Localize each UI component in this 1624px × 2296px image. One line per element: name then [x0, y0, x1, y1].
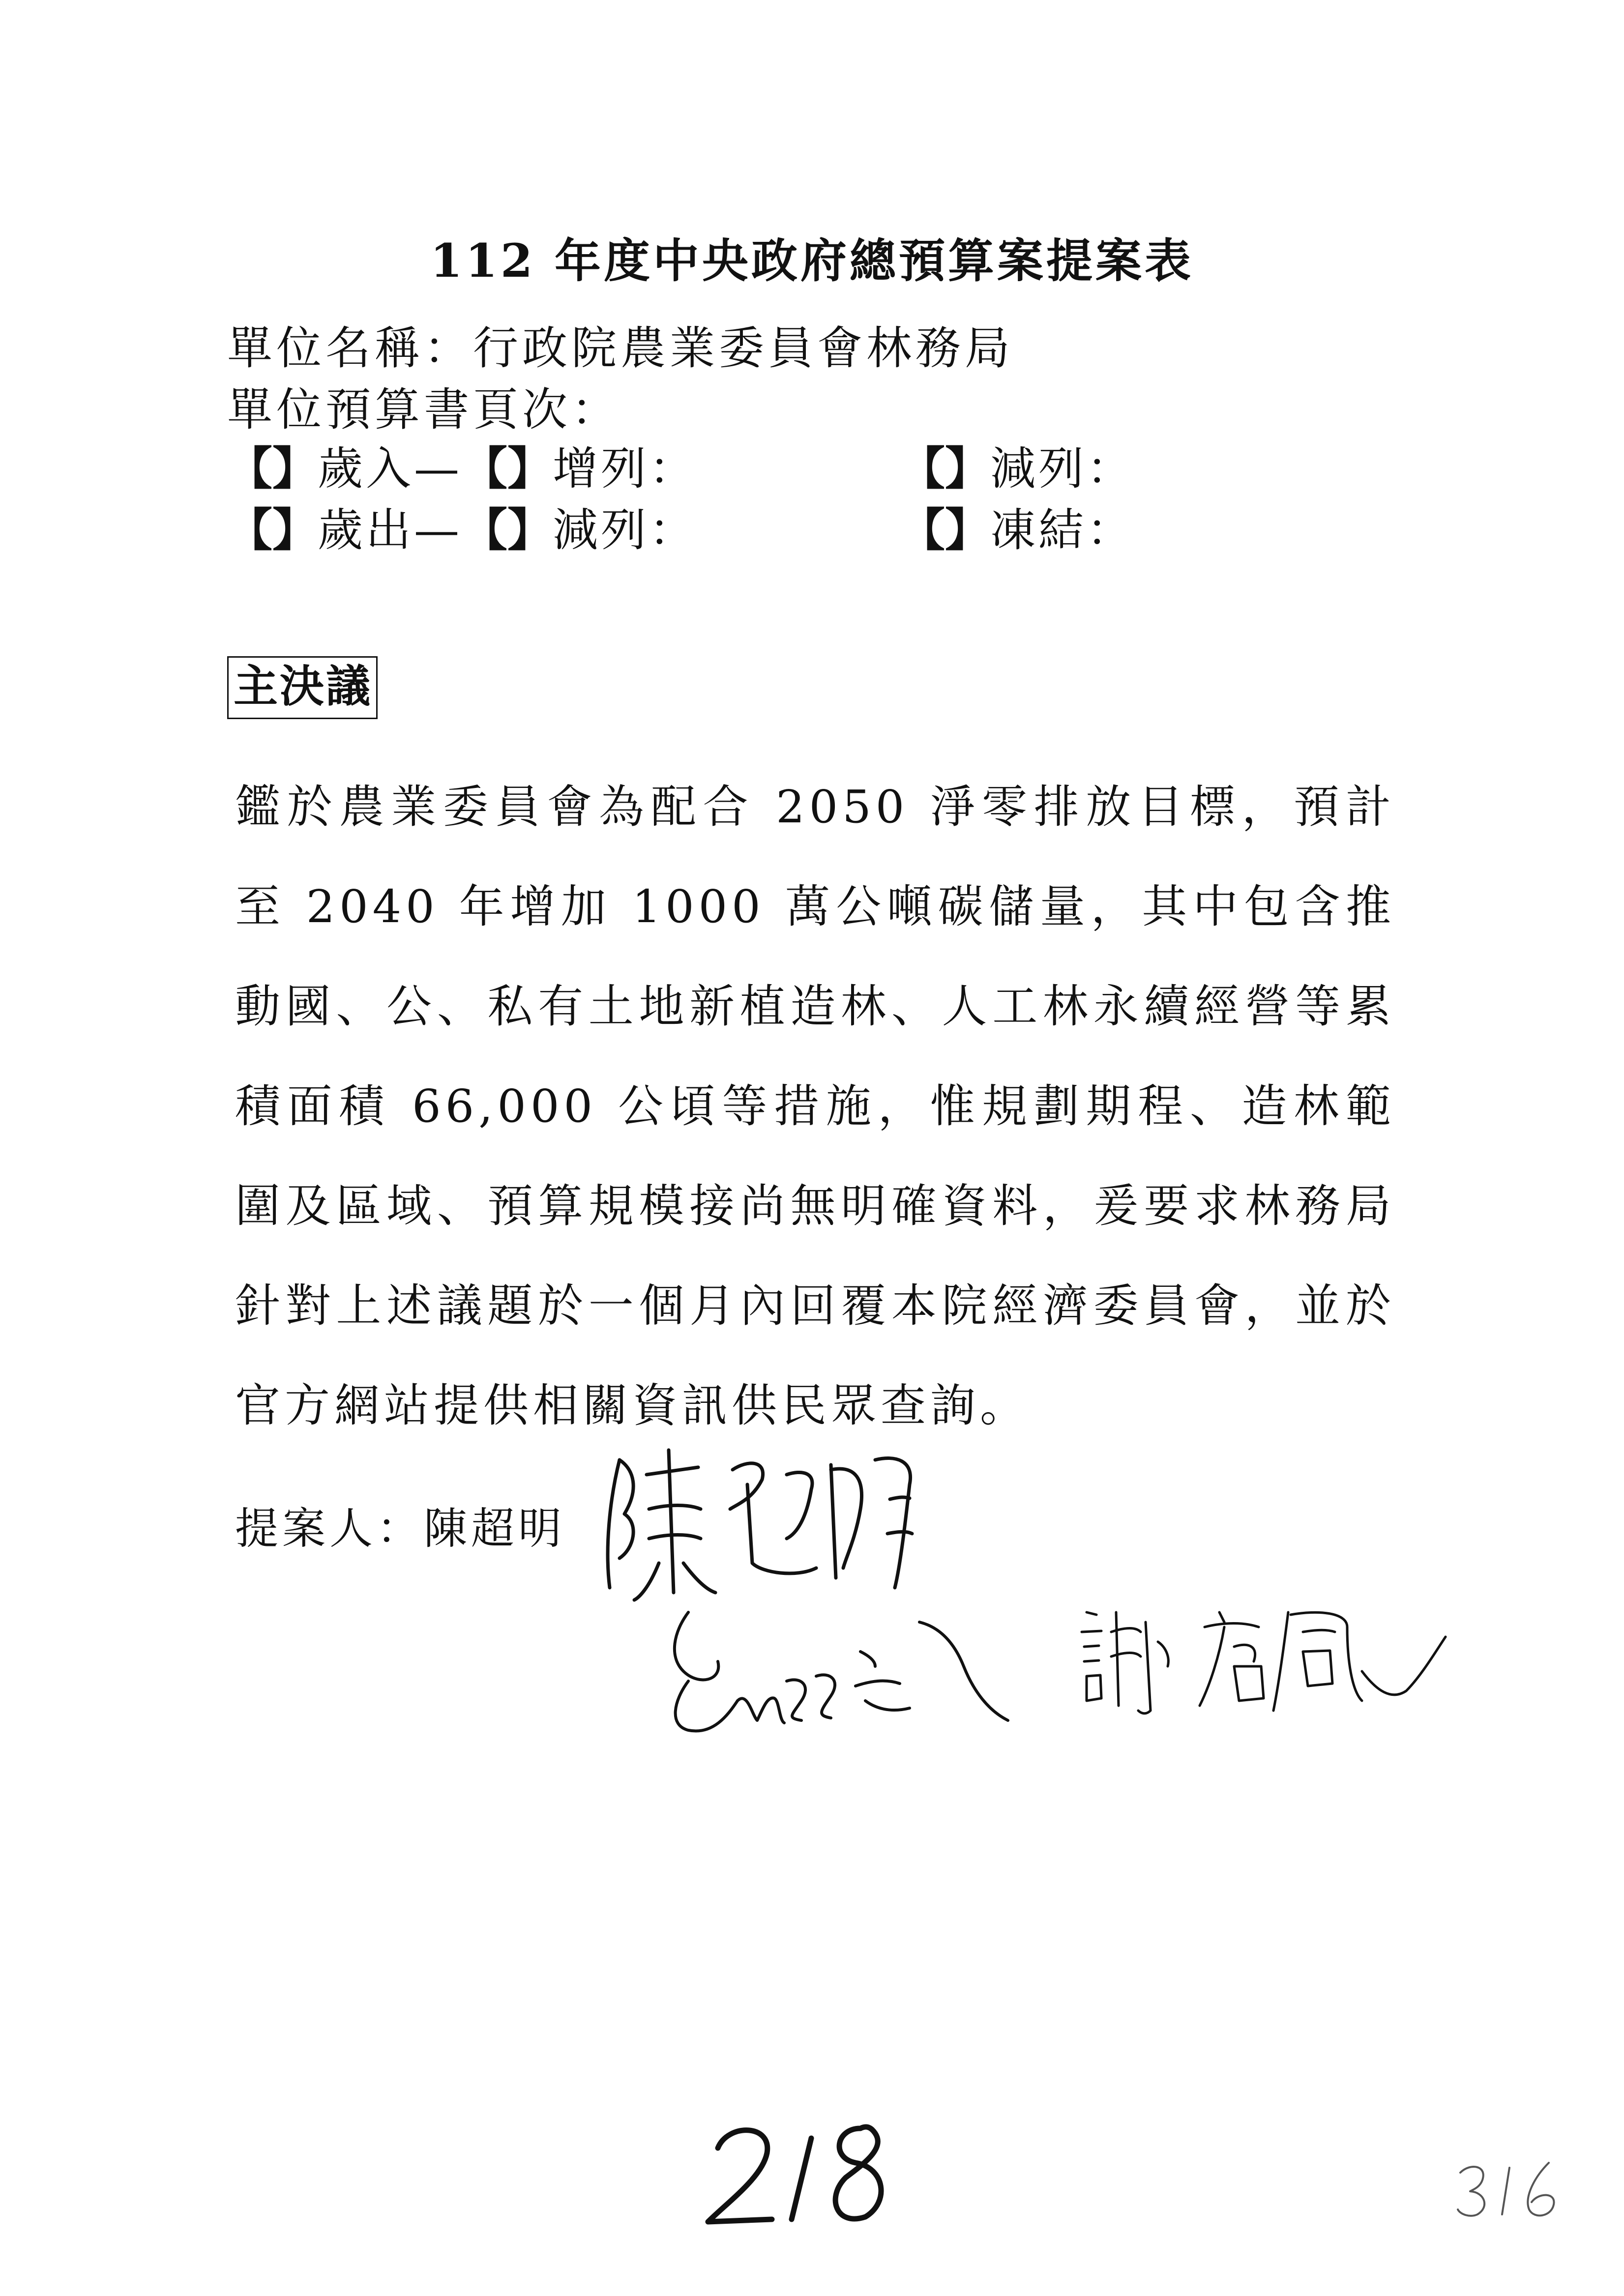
- document-title: 112 年度中央政府總預算案提案表: [430, 234, 1194, 288]
- increase-label: 增列：: [553, 442, 698, 495]
- reduce-label: 減列：: [553, 504, 698, 556]
- checkbox-reduce-right[interactable]: 【】: [900, 442, 991, 495]
- handwritten-signature-2: [654, 1602, 1028, 1750]
- checkbox-reduce[interactable]: 【】: [462, 503, 553, 556]
- handwritten-signature-1: [600, 1440, 954, 1602]
- freeze-label: 凍結：: [990, 504, 1135, 556]
- freeze-row: [900, 494, 1135, 559]
- checkbox-revenue[interactable]: 【】: [227, 442, 318, 495]
- section-heading-box: 主決議: [227, 656, 378, 719]
- unit-name: 單位名稱：行政院農業委員會林務局: [227, 322, 1014, 375]
- handwritten-corner-number: [1450, 2153, 1578, 2222]
- checkbox-increase[interactable]: 【】: [462, 442, 553, 495]
- revenue-row: [227, 433, 697, 497]
- proposer-line: 提案人：陳超明: [235, 1503, 566, 1554]
- reduce-label-right: 減列：: [990, 442, 1135, 495]
- reduce-row-right: [900, 433, 1135, 497]
- unit-budget-page: 單位預算書頁次：: [227, 383, 621, 436]
- checkbox-expenditure[interactable]: 【】: [227, 503, 318, 556]
- checkbox-freeze[interactable]: 【】: [900, 503, 991, 556]
- expenditure-row: [227, 494, 697, 559]
- handwritten-signature-3: [1072, 1593, 1455, 1720]
- resolution-body: 鑑於農業委員會為配合 2050 淨零排放目標，預計至 2040 年增加 1000 萬公噸碳儲量，其中包含推動國、公、私有土地新植造林、人工林永續經營等累積面積 66,000 公頃等措施，惟規劃期程、造林範圍及區域、預算規模接尚無明確資料，爰要求林務局針對上述議題於一個月內回覆本院經濟委員會，並於官方網站提供相關資訊供民眾查詢。: [235, 781, 1395, 1432]
- expenditure-label: 歲出—: [318, 504, 463, 556]
- revenue-label: 歲入—: [318, 442, 463, 495]
- handwritten-page-number: [698, 2114, 910, 2232]
